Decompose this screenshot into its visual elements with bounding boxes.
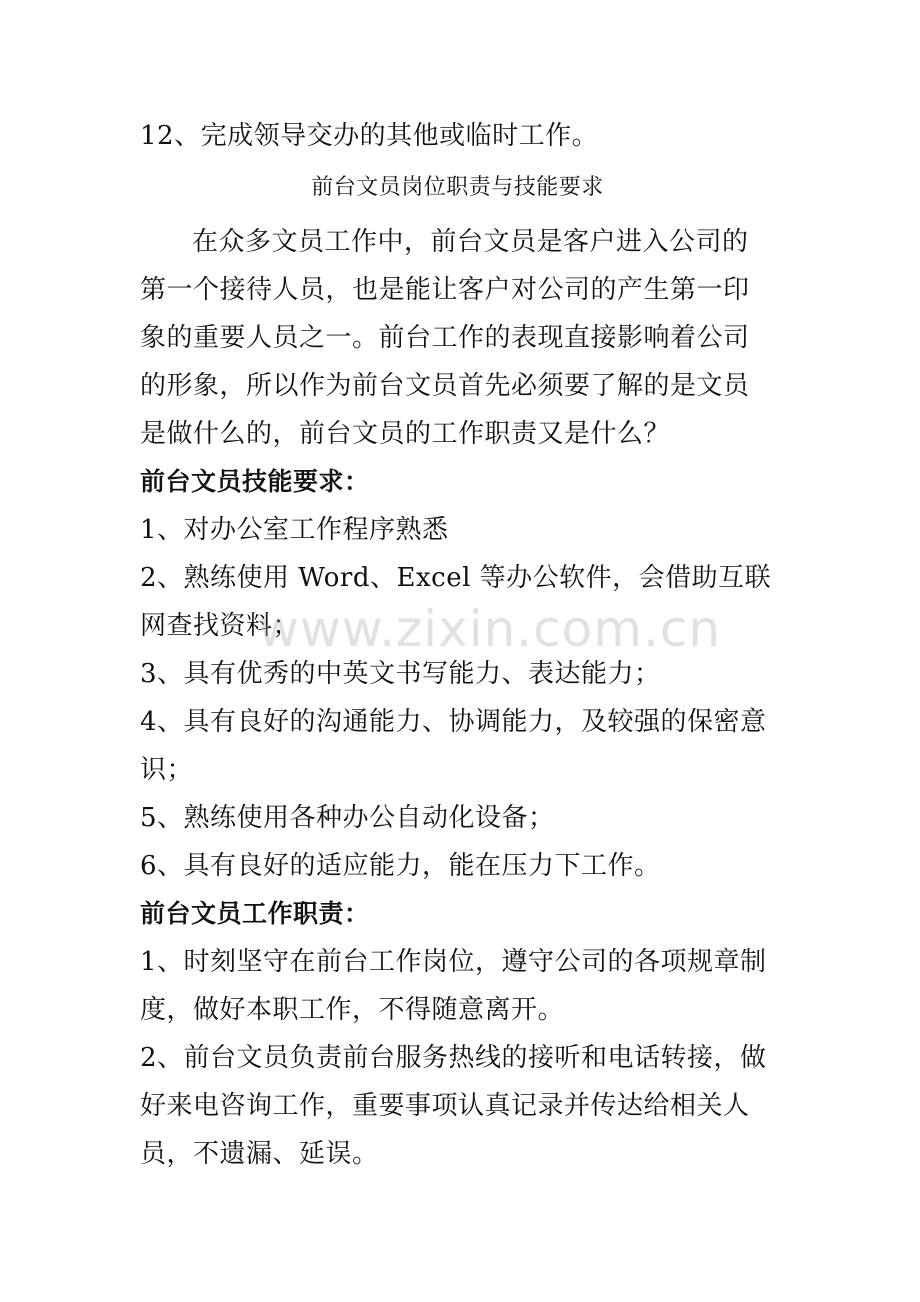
duties-line: 2、前台文员负责前台服务热线的接听和电话转接，做 [140,1043,767,1073]
section-subtitle: 前台文员岗位职责与技能要求 [311,175,604,200]
duties-line: 员，不遗漏、延误。 [140,1139,379,1169]
intro-paragraph-line: 第一个接待人员，也是能让客户对公司的产生第一印 [140,275,750,305]
skills-line: 网查找资料； [140,611,300,641]
skills-line: 3、具有优秀的中英文书写能力、表达能力； [140,659,661,689]
watermark: www.zixin.com.cn [258,600,722,658]
duties-line: 1、时刻坚守在前台工作岗位，遵守公司的各项规章制 [140,947,767,977]
intro-paragraph-line: 象的重要人员之一。前台工作的表现直接影响着公司 [140,323,750,353]
skills-line: 6、具有良好的适应能力，能在压力下工作。 [140,851,661,881]
intro-item: 12、完成领导交办的其他或临时工作。 [140,121,599,151]
duties-line: 度，做好本职工作，不得随意离开。 [140,995,565,1025]
skills-line: 识； [140,755,194,785]
skills-section [140,458,785,890]
skills-line: 5、熟练使用各种办公自动化设备； [140,803,555,833]
duties-section [140,890,785,1178]
duties-line: 好来电咨询工作，重要事项认真记录并传达给相关人 [140,1091,750,1121]
document-body [140,112,785,1178]
skills-line: 2、熟练使用 Word、Excel 等办公软件，会借助互联 [140,563,772,593]
duties-heading: 前台文员工作职责： [140,899,370,928]
intro-paragraph [140,218,785,458]
skills-line: 4、具有良好的沟通能力、协调能力，及较强的保密意 [140,707,767,737]
skills-heading: 前台文员技能要求： [140,467,370,496]
skills-line: 1、对办公室工作程序熟悉 [140,515,449,545]
intro-paragraph-line: 是做什么的，前台文员的工作职责又是什么？ [140,419,671,449]
intro-paragraph-line: 的形象，所以作为前台文员首先必须要了解的是文员 [140,371,750,401]
intro-paragraph-line: 在众多文员工作中，前台文员是客户进入公司的 [192,227,749,257]
